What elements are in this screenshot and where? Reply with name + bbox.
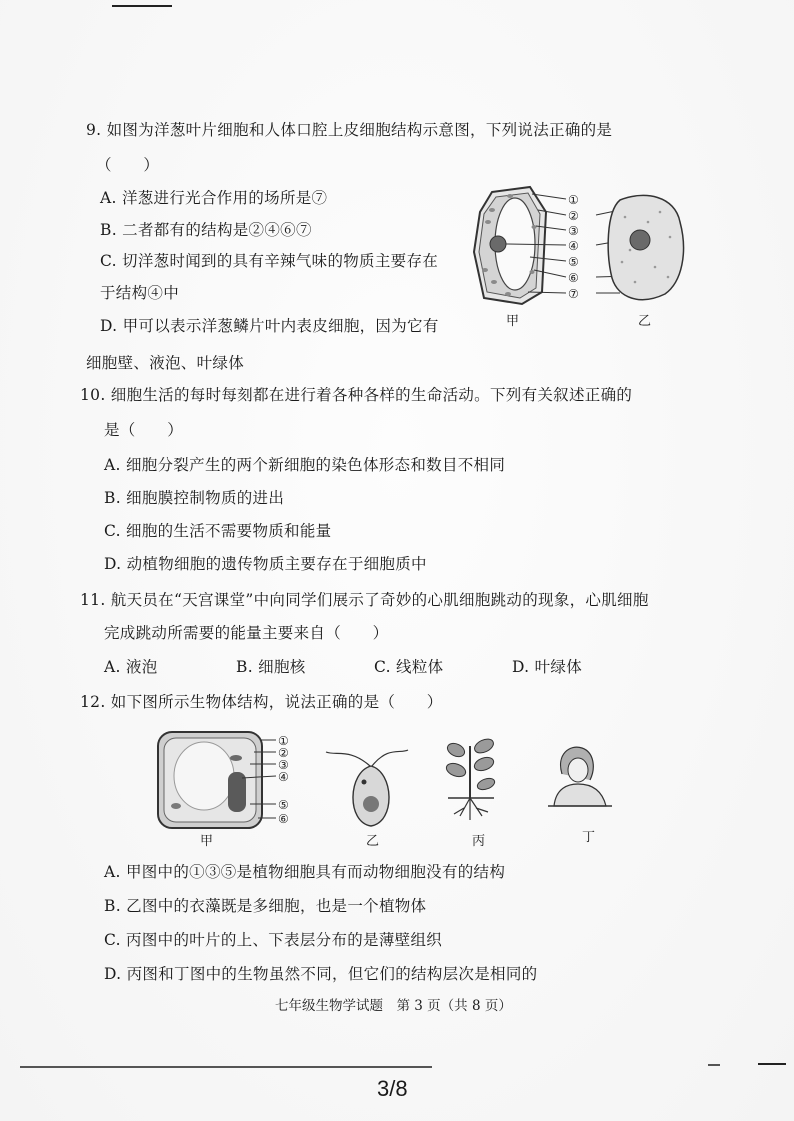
q9-label-3: ③ — [568, 224, 579, 238]
animal-cell-nucleus — [630, 230, 650, 250]
scan-rule-right-short — [708, 1064, 720, 1066]
q9-label-2: ② — [568, 209, 579, 223]
q11-option-a[interactable]: A. 液泡 — [104, 658, 158, 676]
q9-caption-left: 甲 — [506, 314, 520, 329]
scan-rule-top — [112, 5, 172, 7]
q9-label-6: ⑥ — [568, 271, 579, 285]
q12-chloroplast — [230, 755, 242, 761]
q11-option-b[interactable]: B. 细胞核 — [236, 658, 306, 676]
person-drawing — [548, 747, 612, 806]
q12-label-3: ③ — [278, 758, 289, 772]
q11-stem-line2: 完成跳动所需要的能量主要来自（ ） — [104, 624, 389, 642]
q10-option-a[interactable]: A. 细胞分裂产生的两个新细胞的染色体形态和数目不相同 — [104, 456, 506, 474]
q9-label-1: ① — [568, 193, 579, 207]
q12-chloroplast — [171, 803, 181, 809]
q12-caption-jia: 甲 — [200, 834, 214, 849]
q10-option-d[interactable]: D. 动植物细胞的遗传物质主要存在于细胞质中 — [104, 555, 427, 573]
scan-rule-right — [758, 1063, 786, 1065]
q12-label-1: ① — [278, 734, 289, 748]
q12-option-d[interactable]: D. 丙图和丁图中的生物虽然不同，但它们的结构层次是相同的 — [104, 965, 538, 983]
q10-stem-line1: 10. 细胞生活的每时每刻都在进行着各种各样的生命活动。下列有关叙述正确的 — [80, 386, 633, 404]
q12-label-5: ⑤ — [278, 798, 289, 812]
plant-cell-nucleus — [490, 236, 506, 252]
q12-option-b[interactable]: B. 乙图中的衣藻既是多细胞，也是一个植物体 — [104, 897, 427, 915]
q9-option-d-line2: 细胞壁、液泡、叶绿体 — [86, 354, 245, 372]
q10-option-b[interactable]: B. 细胞膜控制物质的进出 — [104, 489, 285, 507]
q9-option-c-line2: 于结构④中 — [100, 284, 180, 302]
plant-drawing — [445, 736, 497, 820]
q9-option-b[interactable]: B. 二者都有的结构是②④⑥⑦ — [100, 221, 312, 239]
q12-caption-yi: 乙 — [366, 834, 380, 849]
q12-label-2: ② — [278, 746, 289, 760]
q11-stem-line1: 11. 航天员在“天宫课堂”中向同学们展示了奇妙的心肌细胞跳动的现象，心肌细胞 — [80, 591, 649, 609]
q9-option-c-line1[interactable]: C. 切洋葱时闻到的具有辛辣气味的物质主要存在 — [100, 252, 439, 270]
q12-option-a[interactable]: A. 甲图中的①③⑤是植物细胞具有而动物细胞没有的结构 — [104, 863, 506, 881]
page-footer: 七年级生物学试题 第 3 页（共 8 页） — [275, 998, 512, 1014]
q11-option-c[interactable]: C. 线粒体 — [374, 658, 444, 676]
q10-option-c[interactable]: C. 细胞的生活不需要物质和能量 — [104, 522, 332, 540]
chlamydomonas-drawing — [326, 750, 408, 826]
q9-stem: 9. 如图为洋葱叶片细胞和人体口腔上皮细胞结构示意图，下列说法正确的是 — [86, 121, 613, 139]
q9-cell-figure — [470, 182, 700, 330]
page-counter: 3/8 — [377, 1076, 408, 1101]
q11-option-d[interactable]: D. 叶绿体 — [512, 658, 583, 676]
q9-label-4: ④ — [568, 239, 579, 253]
q12-stem: 12. 如下图所示生物体结构，说法正确的是（ ） — [80, 693, 443, 711]
q12-label-6: ⑥ — [278, 812, 289, 826]
q9-paren: （ ） — [96, 156, 160, 174]
q9-option-a[interactable]: A. 洋葱进行光合作用的场所是⑦ — [100, 189, 328, 207]
q9-label-5: ⑤ — [568, 255, 579, 269]
q10-stem-line2: 是（ ） — [104, 421, 184, 439]
q9-caption-right: 乙 — [638, 314, 652, 329]
q12-option-c[interactable]: C. 丙图中的叶片的上、下表层分布的是薄壁组织 — [104, 931, 443, 949]
q12-caption-ding: 丁 — [582, 830, 596, 845]
q12-label-4: ④ — [278, 770, 289, 784]
q12-caption-bing: 丙 — [472, 834, 486, 849]
scan-rule-left — [20, 1066, 432, 1068]
q9-label-7: ⑦ — [568, 287, 579, 301]
q12-plant-cell-vacuole — [174, 742, 234, 810]
q9-option-d-line1[interactable]: D. 甲可以表示洋葱鳞片叶内表皮细胞，因为它有 — [100, 317, 439, 335]
q12-figure — [150, 726, 640, 846]
